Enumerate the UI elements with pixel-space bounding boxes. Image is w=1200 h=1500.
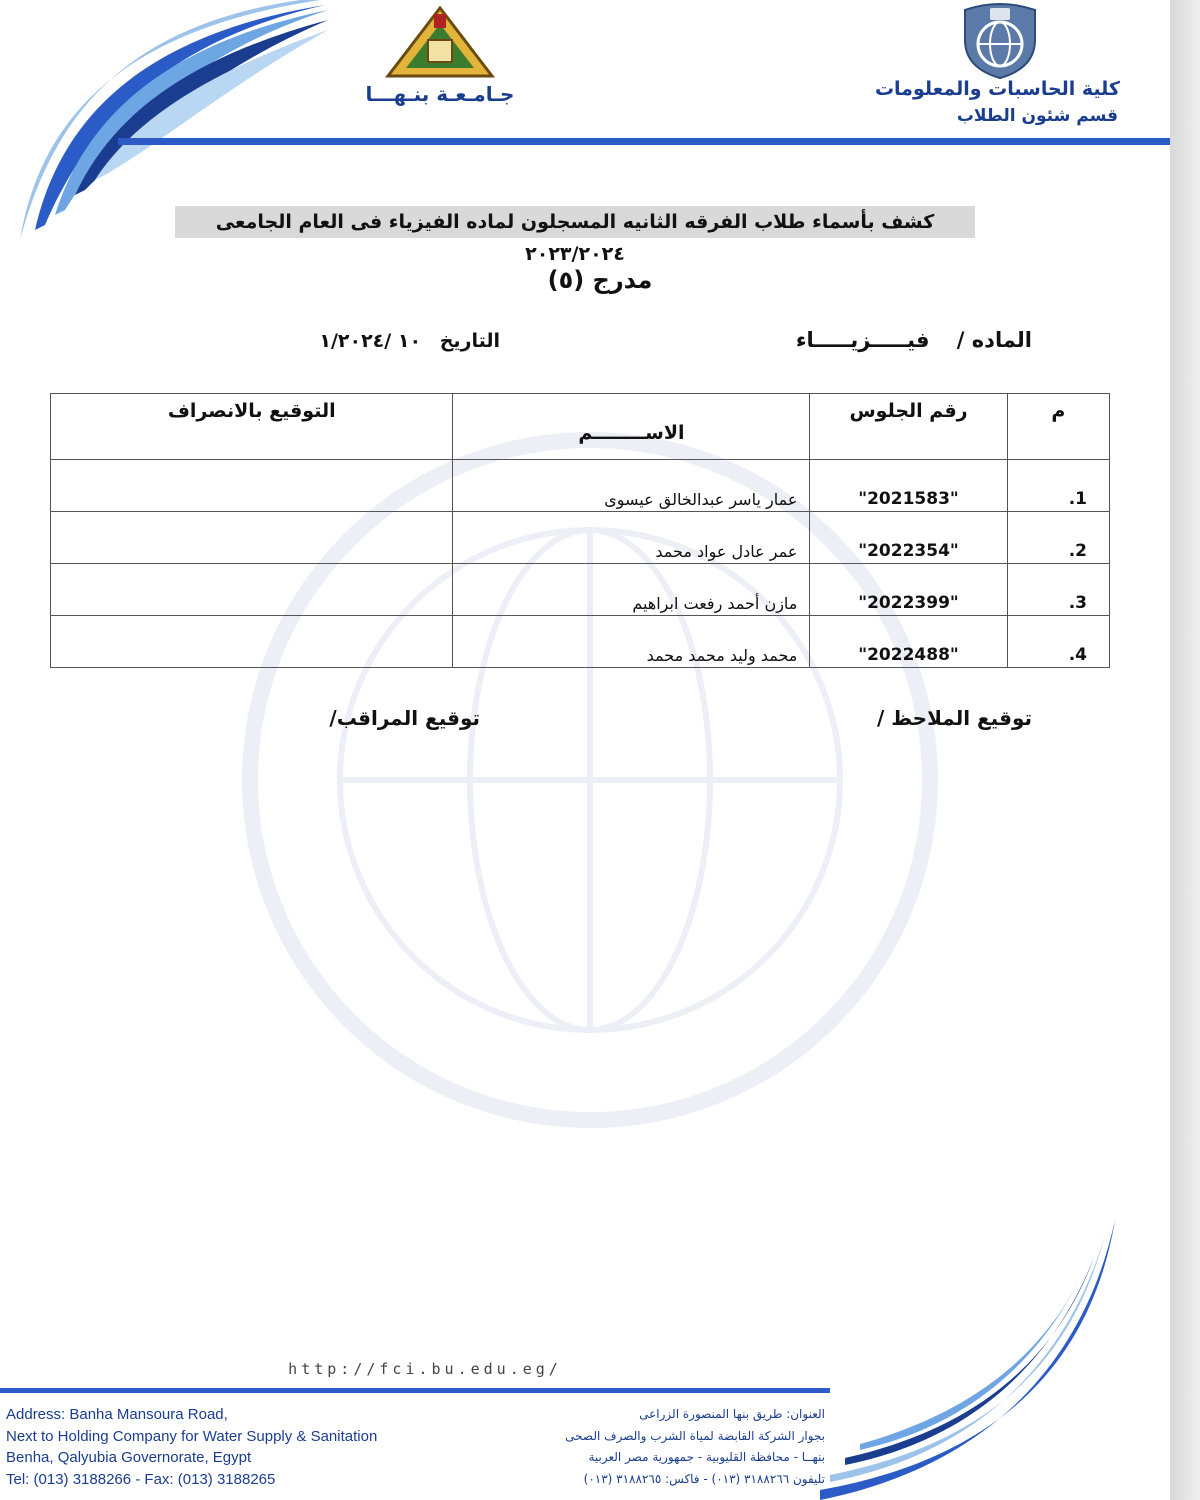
- address-line: بجوار الشركة القابضة لمياة الشرب والصرف الصحى: [565, 1428, 825, 1443]
- row-num: 1.: [1007, 460, 1109, 512]
- address-line: بنهــا - محافظة القليوبية - جمهورية مصر العربية: [588, 1450, 825, 1464]
- table-row: [51, 512, 1110, 564]
- student-table: [50, 393, 1110, 668]
- department-name: قسم شئون الطلاب: [956, 106, 1118, 126]
- subject-label: الماده /: [956, 328, 1032, 352]
- university-logo-text: جـامـعـة بنـهـــا: [365, 82, 515, 106]
- observer-signature-label: توقيع الملاحظ /: [877, 706, 1032, 730]
- row-signature: [51, 564, 453, 616]
- address-line: العنوان: طريق بنها المنصورة الزراعى: [639, 1407, 825, 1421]
- table-row: [51, 460, 1110, 512]
- row-num: 2.: [1007, 512, 1109, 564]
- faculty-name: كلية الحاسبات والمعلومات: [874, 78, 1120, 100]
- subject-value: فيـــــزيـــــاء: [795, 328, 930, 352]
- row-seat-number: "2021583": [810, 460, 1007, 512]
- row-num: 4.: [1007, 616, 1109, 668]
- header-name: [453, 394, 810, 460]
- date-label: التاريخ: [439, 330, 500, 352]
- header-seat-number: رقم الجلوس: [810, 394, 1007, 460]
- row-signature: [51, 460, 453, 512]
- address-line: Benha, Qalyubia Governorate, Egypt: [6, 1449, 252, 1466]
- header-signature: التوقيع بالانصراف: [51, 394, 453, 460]
- header-name-text: الاســــــــم: [578, 422, 685, 444]
- address-line: تليفون ٣١٨٨٢٦٦ (٠١٣) - فاكس: ٣١٨٨٢٦٥ (٠١٣): [583, 1471, 825, 1486]
- address-line: Tel: (013) 3188266 - Fax: (013) 3188265: [6, 1470, 276, 1488]
- table-header-row: [51, 394, 1110, 460]
- address-line: Address: Banha Mansoura Road,: [6, 1406, 228, 1423]
- row-signature: [51, 512, 453, 564]
- footer-divider: [0, 1388, 830, 1393]
- row-seat-number: "2022488": [810, 616, 1007, 668]
- header-num: م: [1007, 394, 1109, 460]
- table-row: [51, 564, 1110, 616]
- row-student-name: عمار ياسر عبدالخالق عيسوى: [453, 460, 810, 512]
- row-seat-number: "2022399": [810, 564, 1007, 616]
- date-line: [280, 330, 500, 352]
- footer-address-arabic: [475, 1404, 825, 1490]
- date-value: ١٠ /١/٢٠٢٤: [319, 330, 422, 352]
- university-logo: [360, 4, 520, 104]
- decorative-swoosh-bottom: [820, 1220, 1120, 1500]
- subject-line: [700, 328, 1032, 352]
- row-student-name: مازن أحمد رفعت ابراهيم: [453, 564, 810, 616]
- table-row: [51, 616, 1110, 668]
- hall-label: مدرج (٥): [547, 266, 653, 294]
- row-seat-number: "2022354": [810, 512, 1007, 564]
- footer-address-english: [6, 1404, 476, 1490]
- page-edge: [1170, 0, 1200, 1500]
- row-student-name: محمد وليد محمد محمد: [453, 616, 810, 668]
- fci-globe-emblem-icon: [955, 0, 1045, 80]
- document-title: كشف بأسماء طلاب الفرقه الثانيه المسجلون لماده الفيزياء فى العام الجامعى ٢٠٢٣/٢٠٢٤: [175, 206, 975, 238]
- row-num: 3.: [1007, 564, 1109, 616]
- footer-website: http://fci.bu.edu.eg/: [288, 1360, 562, 1378]
- benha-university-emblem-icon: [380, 6, 500, 82]
- supervisor-signature-label: توقيع المراقب/: [329, 706, 480, 730]
- row-signature: [51, 616, 453, 668]
- row-student-name: عمر عادل عواد محمد: [453, 512, 810, 564]
- address-line: Next to Holding Company for Water Supply & Sanitation: [6, 1427, 378, 1445]
- header-divider: [118, 138, 1170, 145]
